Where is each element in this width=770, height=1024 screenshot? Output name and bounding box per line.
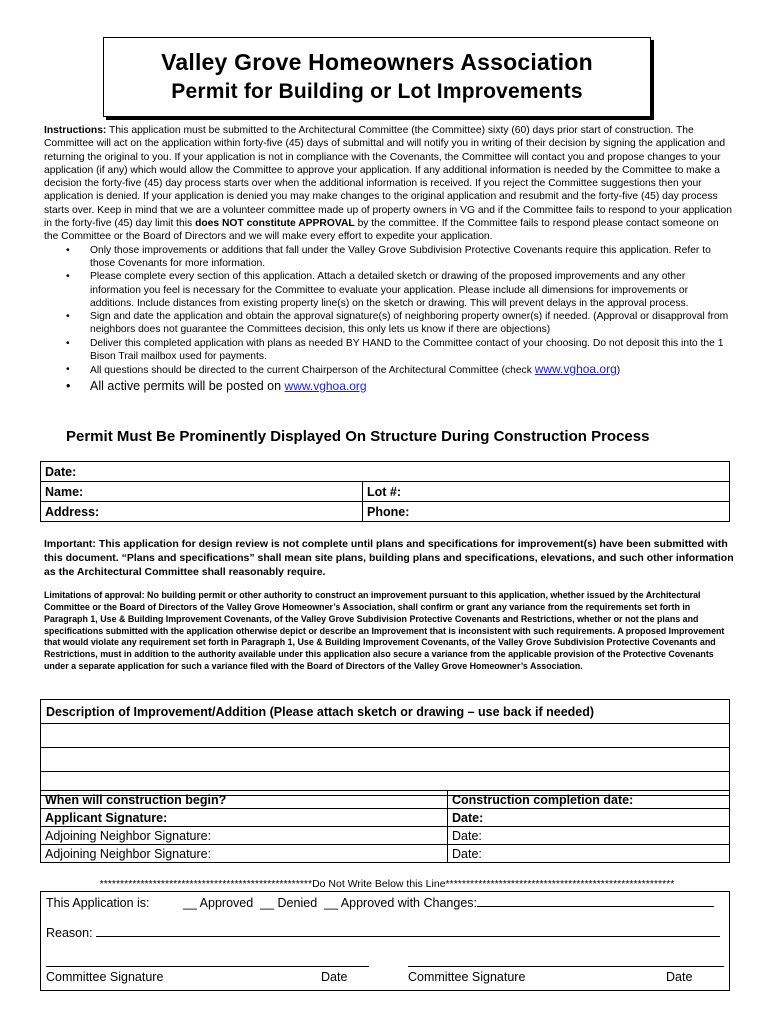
- committee-use-box: [40, 891, 730, 991]
- title-box: [103, 37, 651, 117]
- construction-begin-label: When will construction begin?: [45, 792, 227, 807]
- website-link-1[interactable]: www.vghoa.org: [534, 362, 617, 377]
- committee-signature-label-2: Committee Signature: [408, 970, 526, 984]
- instructions-text-2: by the committee. If the Committee fails to respond please contact someone on the Committee or the Board of Directors and we will make every effort to expedite your application.: [44, 218, 719, 243]
- bullet-questions-text: All questions should be directed to the current Chairperson of the Architectural Committee (check: [90, 365, 535, 377]
- important-notice: Important: This application for design review is not complete until plans and specifications for improvement(s) have been submitted with this document. “Plans and specifications” shall mean site plans, building plans and specifications, elevations, and such other information as the Architectural Committee shall reasonably require.: [44, 538, 734, 578]
- instructions-label: Instructions:: [44, 125, 107, 136]
- neighbor-date-field-1[interactable]: [448, 827, 730, 845]
- reason-label: Reason:: [46, 926, 93, 940]
- construction-table: [40, 790, 730, 863]
- bullet-permits: [44, 378, 732, 394]
- option-denied[interactable]: __ Denied: [260, 896, 318, 910]
- neighbor-date-field-2[interactable]: [448, 845, 730, 863]
- website-link-2[interactable]: www.vghoa.org: [284, 378, 367, 393]
- reason-row: [46, 926, 720, 940]
- applicant-signature-field[interactable]: [41, 809, 448, 827]
- neighbor-signature-field-2[interactable]: [41, 845, 448, 863]
- option-approved-with-changes[interactable]: __ Approved with Changes:: [324, 896, 477, 910]
- neighbor-signature-label-1: Adjoining Neighbor Signature:: [45, 828, 212, 843]
- form-title: Valley Grove Homeowners Association: [161, 49, 593, 75]
- description-line-2[interactable]: [41, 748, 730, 772]
- address-field[interactable]: [41, 502, 363, 522]
- bullet-sign-and-date: • Sign and date the application and obtain the approval signature(s) of neighboring property owner(s) if needed. (Approval or disapproval from neighbors does not guarantee the Committees decision, this only lets us know if there are objections): [44, 310, 732, 337]
- phone-field[interactable]: [363, 502, 730, 522]
- construction-begin-field[interactable]: [41, 791, 448, 809]
- lot-label: Lot #:: [367, 484, 402, 499]
- instructions-paragraph: [44, 124, 732, 244]
- instructions-bold: does NOT constitute APPROVAL: [195, 218, 355, 230]
- neighbor-signature-label-2: Adjoining Neighbor Signature:: [45, 846, 212, 861]
- applicant-info-table: [40, 461, 730, 522]
- neighbor-date-label-2: Date:: [452, 846, 482, 861]
- committee-date-label-2: Date: [666, 970, 693, 984]
- bullet-questions: [44, 363, 732, 377]
- lot-field[interactable]: [363, 482, 730, 502]
- applicant-date-label: Date:: [452, 810, 484, 825]
- applicant-date-field[interactable]: [448, 809, 730, 827]
- approval-options: [183, 896, 714, 910]
- instructions-bullets: [44, 244, 732, 394]
- description-header: Description of Improvement/Addition (Please attach sketch or drawing – use back if needed): [41, 700, 730, 724]
- bullet-covenants: • Only those improvements or additions that fall under the Valley Grove Subdivision Protective Covenants require this application. Refer to those Covenants for more information.: [44, 244, 732, 271]
- applicant-signature-label: Applicant Signature:: [45, 810, 168, 825]
- neighbor-date-label-1: Date:: [452, 828, 482, 843]
- date-label: Date:: [45, 464, 77, 479]
- bullet-permits-text: All active permits will be posted on: [90, 378, 285, 393]
- committee-signature-label-1: Committee Signature: [46, 970, 164, 984]
- instructions-section: [44, 124, 732, 394]
- date-field[interactable]: [41, 462, 730, 482]
- committee-signature-line-2[interactable]: [408, 966, 724, 967]
- completion-date-label: Construction completion date:: [452, 792, 634, 807]
- description-table: [40, 699, 730, 796]
- option-approved[interactable]: __ Approved: [183, 896, 254, 910]
- bullet-deliver: • Deliver this completed application with plans as needed BY HAND to the Committee contact of your choosing. Do not deposit this into the 1 Bison Trail mailbox used for payments.: [44, 337, 732, 364]
- limitations-notice: Limitations of approval: No building permit or other authority to construct an improvement pursuant to this application, whether issued by the Architectural Committee or the Board of Directors of the Valley Grove Homeowner’s Association, shall confirm or grant any variance from the requirements set forth in Paragraph 1, Use & Building Improvement Covenants, of the Valley Grove Subdivision Protective Covenants and Restrictions, whether or not the plans and specifications submitted with the application otherwise depict or describe an Improvement that is inconsistent with such requirements. A proposed Improvement that would violate any requirement set forth in Paragraph 1, Use & Building Improvement Covenants, of the Valley Grove Subdivision Protective Covenants and Restrictions, must in addition to the authority available under this application also secure a variance from the applicable provision of the Protective Covenants under a separate application for such a variance filed with the Board of Directors of the Valley Grove Homeowner’s Association.: [44, 590, 725, 672]
- address-label: Address:: [45, 504, 100, 519]
- instructions-text-1: This application must be submitted to the Architectural Committee (the Committee) sixty (60) days prior start of construction. The Committee will act on the application within forty-five (45) days of submittal and will notify you in writing of their decision by signing the application and returning the original to you. If your application is not in compliance with the Covenants, the Committee will contact you and propose changes to your application (if any) which would allow the Committee to approve your application. If any additional information is needed by the Committee to make a decision the forty-five (45) day process starts over when the additional information is received. If you reject the Committee suggestions then your application is denied. If your application is denied you may make changes to the original application and resubmit and the forty-five (45) day process starts over. Keep in mind that we are a volunteer committee made up of property owners in VG and if the Committee fails to respond to your application in the forty-five (45) day limit this: [44, 125, 732, 230]
- description-line-1[interactable]: [41, 724, 730, 748]
- application-is-label: This Application is:: [46, 896, 150, 910]
- committee-date-label-1: Date: [321, 970, 348, 984]
- bullet-complete-sections: • Please complete every section of this application. Attach a detailed sketch or drawing of the proposed improvements and any other information you feel is necessary for the Committee to evaluate your application. Please include all dimensions for improvements or additions. Include distances from existing property line(s) on the sketch or drawing. This will prevent delays in the approval process.: [44, 270, 732, 310]
- phone-label: Phone:: [367, 504, 410, 519]
- name-label: Name:: [45, 484, 84, 499]
- changes-line[interactable]: [477, 896, 714, 907]
- completion-date-field[interactable]: [448, 791, 730, 809]
- bullet-questions-end: ): [616, 365, 621, 377]
- committee-signature-line-1[interactable]: [46, 966, 369, 967]
- form-subtitle: Permit for Building or Lot Improvements: [171, 80, 583, 103]
- do-not-write-divider: ****************************************************Do Not Write Below this Line********************************************************: [99, 878, 675, 890]
- neighbor-signature-field-1[interactable]: [41, 827, 448, 845]
- name-field[interactable]: [41, 482, 363, 502]
- reason-line[interactable]: [96, 926, 720, 937]
- display-notice: Permit Must Be Prominently Displayed On Structure During Construction Process: [66, 428, 650, 445]
